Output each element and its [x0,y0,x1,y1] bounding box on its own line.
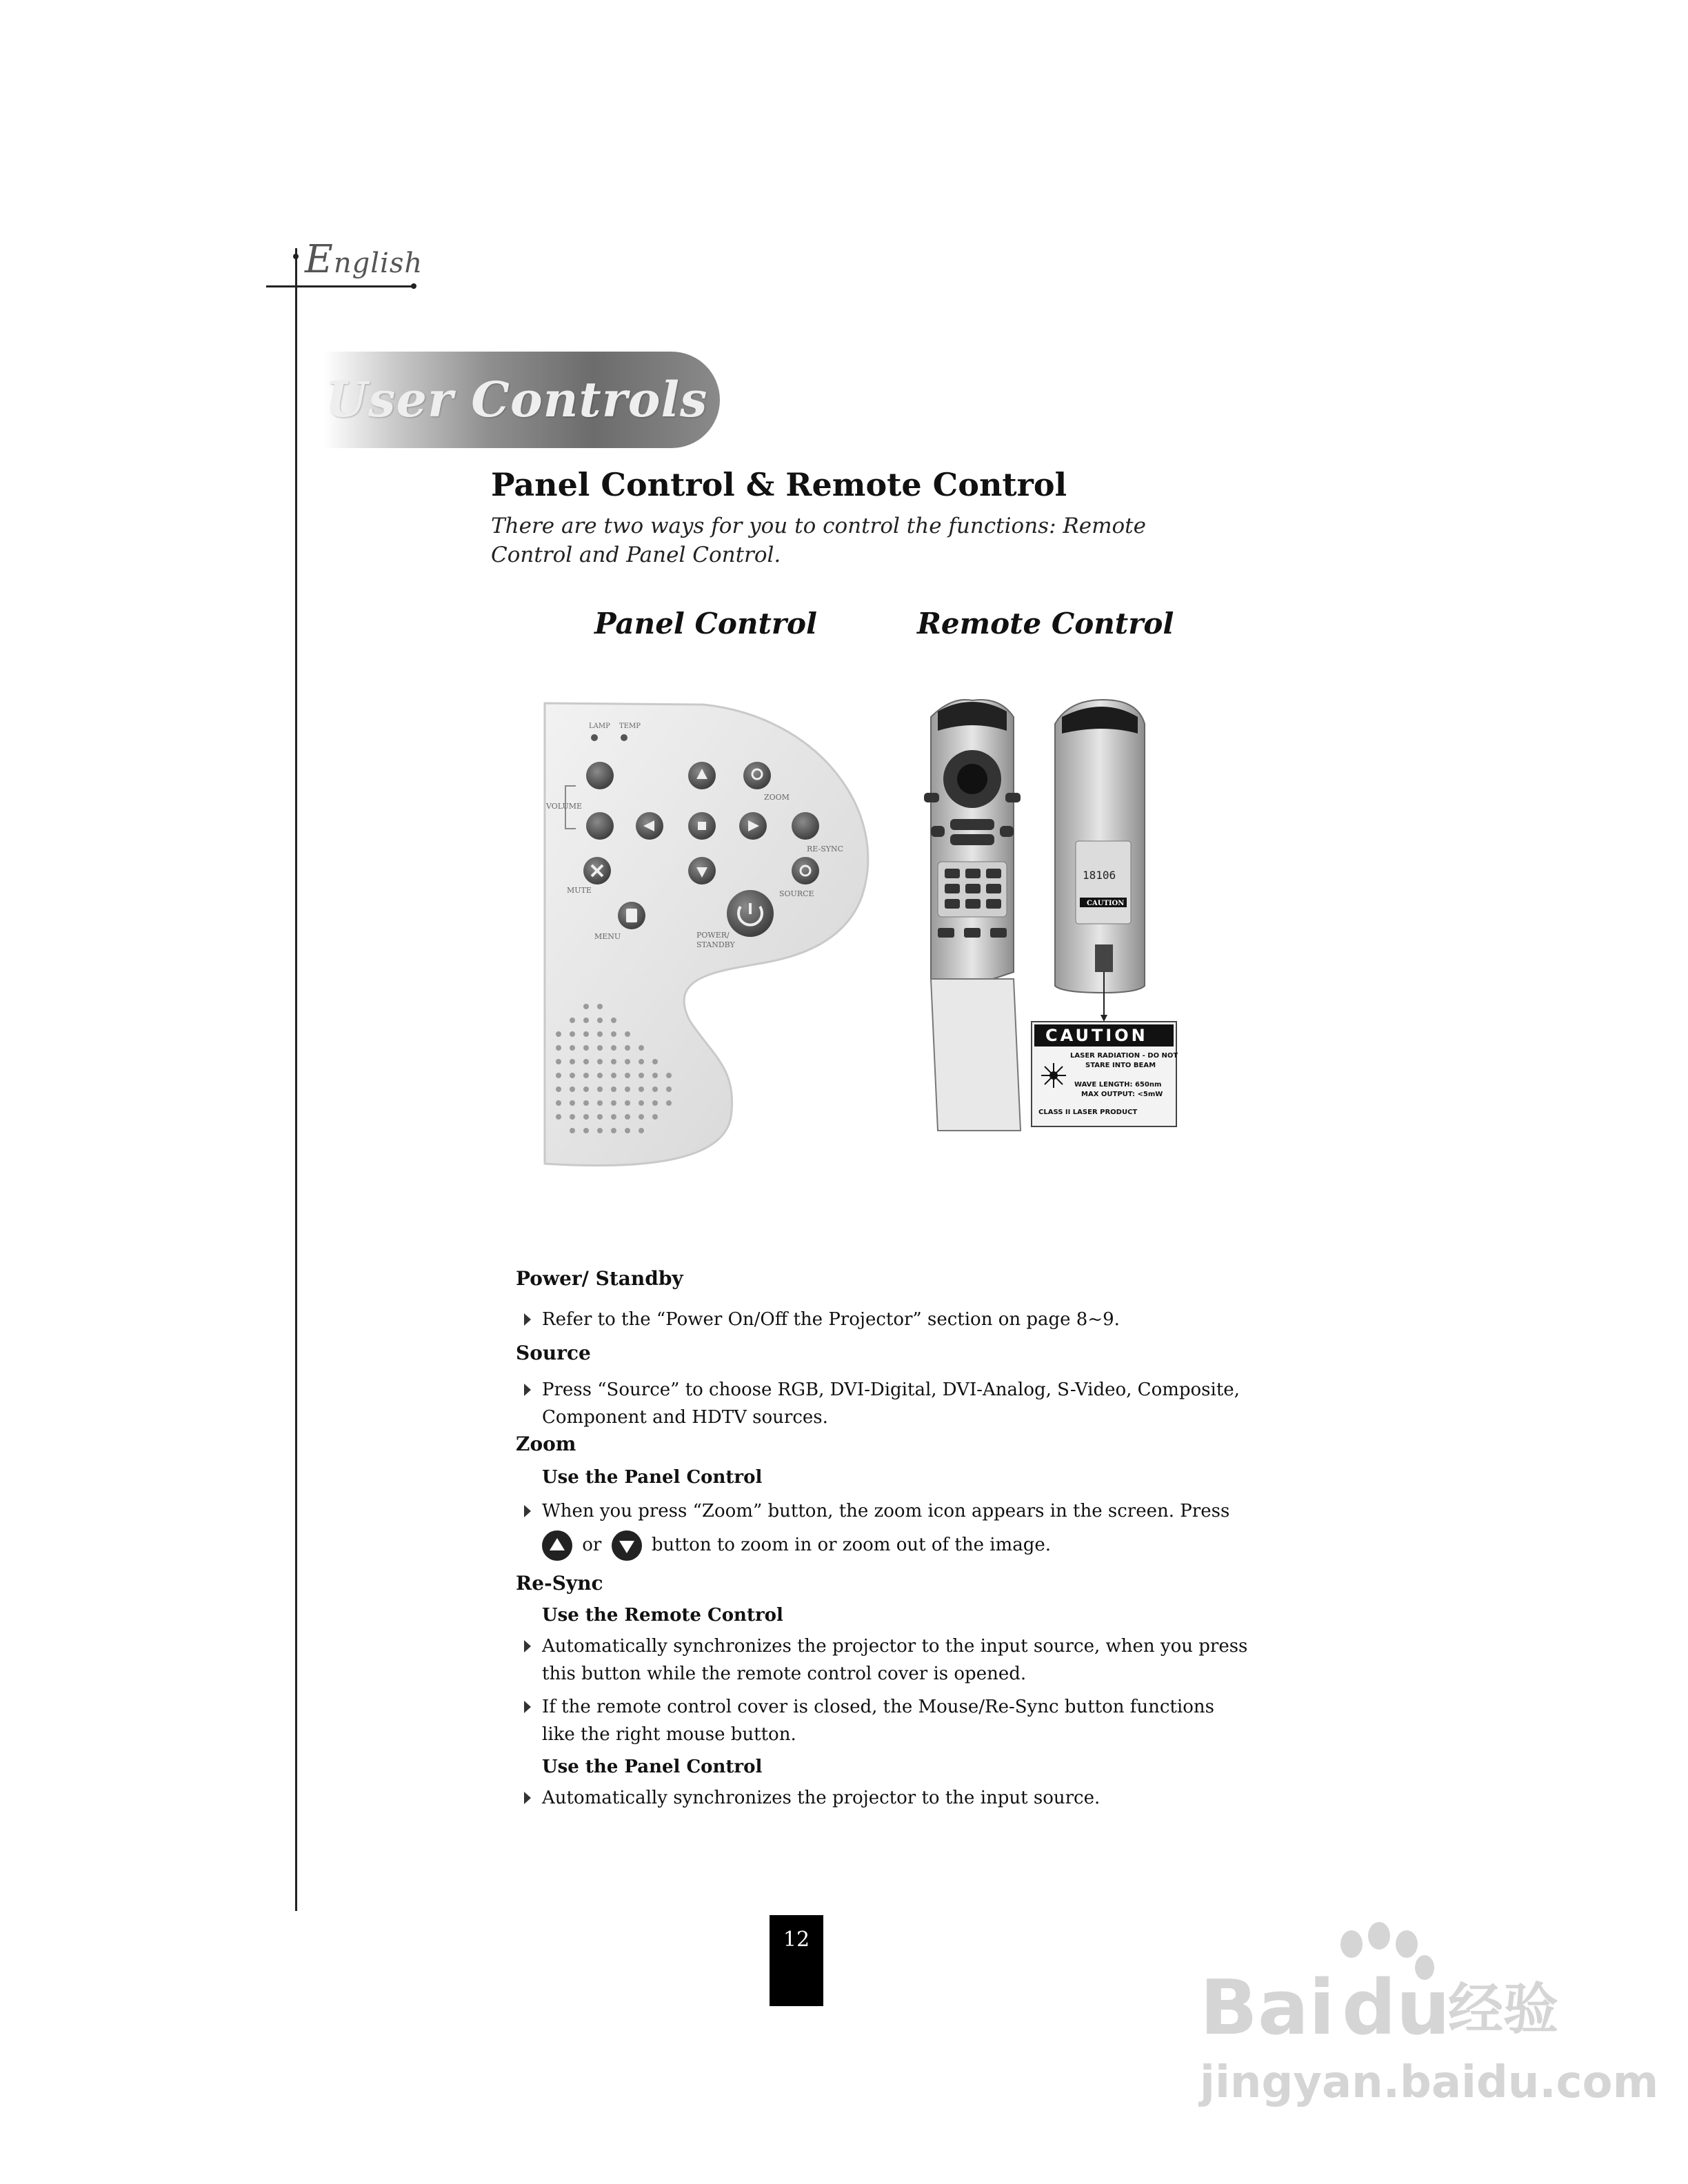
menu-label: MENU [594,932,621,941]
zoom-down-button-icon [612,1530,642,1561]
resync-title: Re-Sync [516,1572,603,1595]
margin-rule-vertical [295,248,297,1911]
header-rule-horizontal [266,285,415,287]
source-title: Source [516,1342,591,1364]
language-label: English [305,237,423,282]
remote-side-button-right[interactable] [1005,793,1021,802]
baidu-watermark [1186,1917,1659,2123]
lamp-led [591,734,598,741]
banner-title: User Controls [325,371,708,428]
remote-freeze-button[interactable] [950,819,994,830]
remote-keys [945,869,1001,909]
watermark-brand: Bai [1200,1963,1335,2052]
laser-emitter [1095,944,1113,972]
remote-control-image [910,696,1186,1144]
watermark-brand-2: du [1342,1963,1451,2052]
rule-dot-right [411,283,416,289]
remote-side-button-left[interactable] [924,793,939,802]
zoom-bullet: When you press “Zoom” button, the zoom icon appears in the screen. Press [542,1497,1229,1525]
resync-button[interactable] [792,812,819,840]
intro-text: There are two ways for you to control the functions: Remote Control and Panel Control. [491,514,1146,567]
panel-control-title: Panel Control [594,607,817,640]
page-heading: Panel Control & Remote Control [491,466,1067,503]
temp-led [621,734,627,741]
temp-label: TEMP [619,722,641,730]
caution-line-2: STARE INTO BEAM [1085,1062,1156,1069]
mouse-pad-center[interactable] [957,764,987,794]
remote-right-button[interactable] [1000,826,1014,837]
volume-up-button[interactable] [586,762,614,789]
zoom-title: Zoom [516,1433,576,1455]
laser-warning-center [1049,1071,1058,1080]
source-label: SOURCE [779,889,814,898]
source-button[interactable] [792,857,819,884]
remote-battery-label [1076,841,1131,924]
power-label: POWER/ [696,931,730,940]
resync-bullet-1: Automatically synchronizes the projector to the input source, when you press this button while the remote control cover is opened. [542,1632,1247,1688]
remote-control-title: Remote Control [917,607,1174,640]
remote-bottom-keys [938,928,1007,938]
watermark-url: jingyan.baidu.com [1200,2057,1659,2108]
panel-control-image [531,696,876,1172]
remote-display-text: 18106 [1083,869,1116,882]
page-number: 12 [783,1928,810,1952]
menu-icon [626,909,637,922]
small-caution-text: CAUTION [1087,900,1125,907]
remote-left-button[interactable] [931,826,945,837]
power-standby-bullet: Refer to the “Power On/Off the Projector” section on page 8~9. [542,1306,1120,1333]
caution-line-5: CLASS II LASER PRODUCT [1038,1109,1138,1116]
caution-line-3: WAVE LENGTH: 650nm [1074,1081,1162,1089]
caution-line-4: MAX OUTPUT: <5mW [1081,1091,1163,1098]
power-standby-title: Power/ Standby [516,1267,683,1290]
mute-label: MUTE [567,886,592,895]
watermark-cn: 经验 [1448,1977,1558,2041]
lamp-label: LAMP [589,722,610,730]
zoom-subtitle: Use the Panel Control [542,1467,763,1488]
remote-laser-button[interactable] [950,834,994,845]
resync-label: RE-SYNC [807,845,844,853]
enter-icon [698,822,706,830]
zoom-up-button-icon [542,1530,572,1561]
zoom-button[interactable] [743,762,771,789]
resync-bullet-3: Automatically synchronizes the projector to the input source. [542,1784,1100,1812]
zoom-label: ZOOM [764,793,790,802]
caution-title: CAUTION [1045,1026,1148,1045]
remote-cover-open [931,979,1021,1131]
zoom-bullet-continued: or button to zoom in or zoom out of the image. [542,1530,1051,1561]
standby-label: STANDBY [696,940,735,949]
source-bullet: Press “Source” to choose RGB, DVI-Digital, DVI-Analog, S-Video, Composite, Component and HDTV sources. [542,1376,1240,1431]
resync-panel-subtitle: Use the Panel Control [542,1757,763,1777]
resync-bullet-2: If the remote control cover is closed, the Mouse/Re-Sync button functions like the right mouse button. [542,1693,1214,1748]
resync-remote-subtitle: Use the Remote Control [542,1605,783,1626]
pointer-arrow [1101,1015,1107,1022]
rule-dot-top [293,254,299,259]
volume-down-button[interactable] [586,812,614,840]
volume-label: VOLUME [546,802,583,811]
caution-line-1: LASER RADIATION - DO NOT [1070,1052,1178,1060]
